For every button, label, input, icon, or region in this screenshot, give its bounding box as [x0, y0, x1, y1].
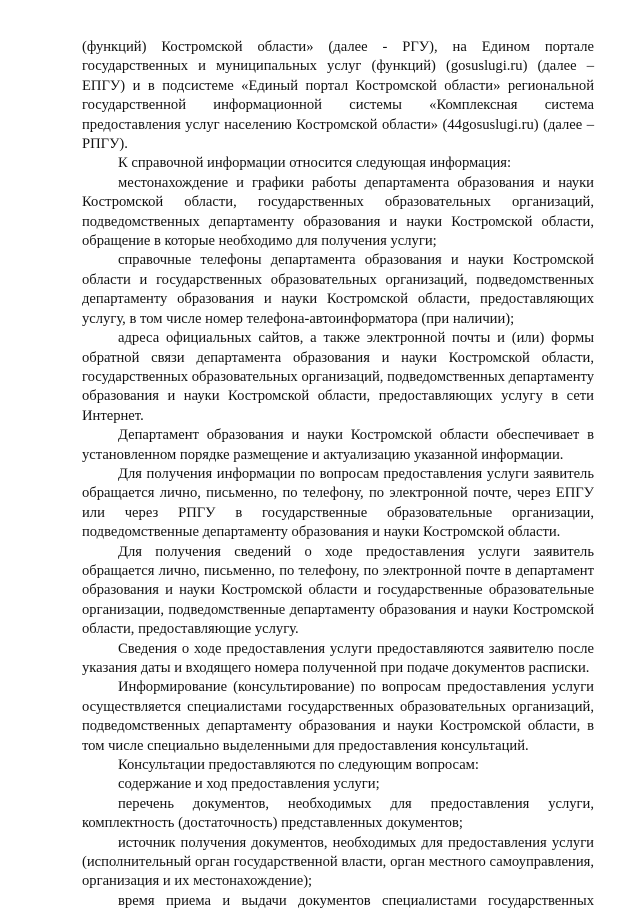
list-item-document-source: источник получения документов, необходимых для предоставления услуги (исполнительный орган государственной власти, орган местного самоуправления, организация и их местонахождение); [82, 834, 594, 890]
list-item-reception-time: время приема и выдачи документов специалистами государственных [118, 892, 594, 909]
paragraph-informing-consulting: Информирование (консультирование) по вопросам предоставления услуги осуществляется специалистами государственных образовательных организаций, подведомственных департаменту образования и науки Костромской области, в том числе специально выделенными для предоставления консультаций. [82, 679, 594, 754]
paragraph-consultation-topics: Консультации предоставляются по следующим вопросам: [118, 757, 479, 774]
paragraph-service-progress-request: Для получения сведений о ходе предоставления услуги заявитель обращается лично, письменно, по телефону, по электронной почте в департамент образования и науки Костромской области и государственные образовательные организации, подведомственные департаменту образования и науки Костромской области, предоставляющие услугу. [82, 543, 594, 638]
document-page [82, 38, 594, 911]
paragraph-website-addresses: адреса официальных сайтов, а также электронной почты и (или) формы обратной связи департамента образования и науки Костромской области, государственных образовательных организаций, подведомственных департаменту образования и науки Костромской области, предоставляющих услугу в сети Интернет. [82, 330, 594, 424]
paragraph-department-ensures: Департамент образования и науки Костромской области обеспечивает в установленном порядке размещение и актуализацию указанной информации. [82, 427, 594, 463]
paragraph-obtaining-information: Для получения информации по вопросам предоставления услуги заявитель обращается лично, письменно, по телефону, по электронной почте, через ЕПГУ или через РПГУ в государственные образовательные организации, подведомственные департаменту образования и науки Костромской области. [82, 465, 594, 541]
paragraph-reference-phones: справочные телефоны департамента образования и науки Костромской области и государственных образовательных организаций, подведомственных департаменту образования и науки Костромской области, предоставляющих услугу, в том числе номер телефона-автоинформатора (при наличии); [82, 252, 594, 327]
paragraph-progress-after-date: Сведения о ходе предоставления услуги предоставляются заявителю после указания даты и входящего номера полученной при подаче документов расписки. [82, 640, 594, 676]
paragraph-location-schedule: местонахождение и графики работы департамента образования и науки Костромской области, государственных образовательных организаций, подведомственных департаменту образования и науки Костромской области, обращение в которые необходимо для получения услуги; [82, 174, 594, 250]
paragraph-reference-info-intro: К справочной информации относится следующая информация: [118, 155, 512, 172]
list-item-document-list: перечень документов, необходимых для предоставления услуги, комплектность (достаточность) представленных документов; [82, 795, 594, 832]
list-item-content-progress: содержание и ход предоставления услуги; [118, 776, 380, 793]
paragraph-rgu-epgu-rpgu: (функций) Костромской области» (далее - РГУ), на Едином портале государственных и муниципальных услуг (функций) (gosuslugi.ru) (далее – ЕПГУ) и в подсистеме «Единый портал Костромской области» региональной государственной информационной системы «Комплексная система предоставления услуг населению Костромской области» (44gosuslugi.ru) (далее – РПГУ). [82, 39, 594, 153]
